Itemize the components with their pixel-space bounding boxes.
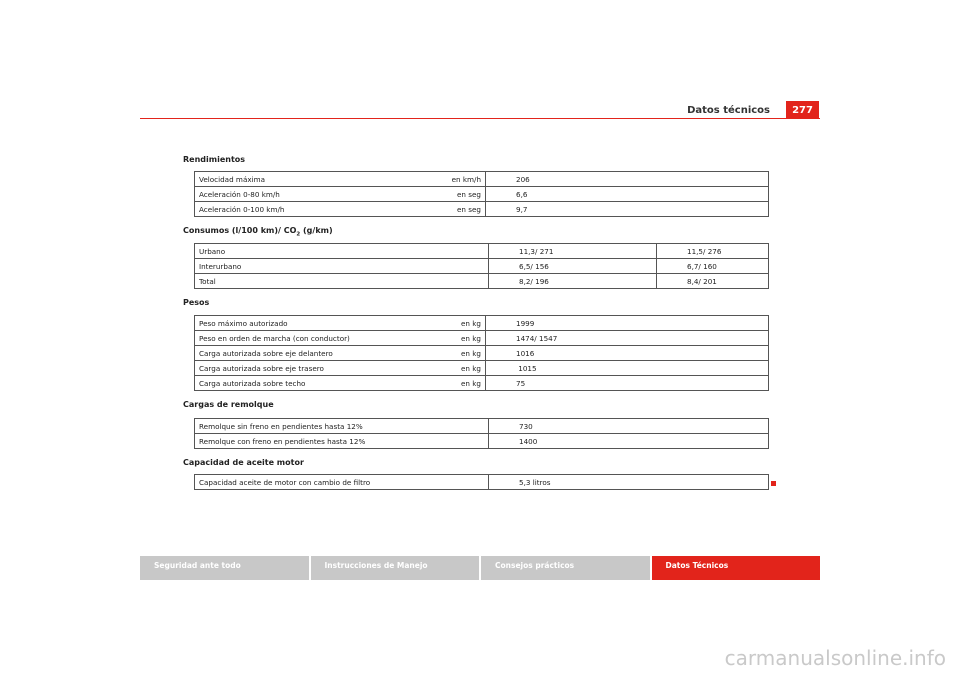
table-aceite [194,474,769,490]
row-value: 5,3 litros [519,477,551,487]
table-row [195,259,769,274]
table-remolque [194,418,769,449]
row-label: Velocidad máxima [199,174,265,184]
section-title-aceite: Capacidad de aceite motor [183,458,304,467]
row-value: 1400 [489,434,657,449]
consumos-title-main: Consumos (l/100 km)/ CO [183,226,297,235]
table-row [195,202,769,217]
row-value: 75 [486,376,654,391]
row-value-2: 6,7/ 160 [657,259,769,274]
table-row [195,361,769,376]
row-label: Remolque sin freno en pendientes hasta 12% [195,419,489,434]
row-label: Carga autorizada sobre techo [195,376,424,391]
row-unit: en kg [423,316,486,331]
row-label: Urbano [195,244,489,259]
row-label: Carga autorizada sobre eje delantero [195,346,424,361]
row-value: 1015 [486,361,654,376]
footer-nav [140,556,820,580]
row-value: 206 [516,174,530,184]
row-label: Aceleración 0-100 km/h [195,202,424,217]
section-title-consumos [183,226,333,238]
row-value-1: 11,3/ 271 [489,244,657,259]
row-value-1: 6,5/ 156 [489,259,657,274]
page-number: 277 [786,101,819,119]
footer-tab-datos-tecnicos[interactable]: Datos Técnicos [652,556,821,580]
table-row [195,172,769,187]
table-row [195,419,769,434]
footer-tab-instrucciones[interactable]: Instrucciones de Manejo [311,556,482,580]
row-value: 1474/ 1547 [486,331,654,346]
row-value: 6,6 [486,187,654,202]
row-value: 1999 [516,318,535,328]
header-title: Datos técnicos [687,105,770,116]
row-value-2: 8,4/ 201 [657,274,769,289]
row-unit: en seg [423,202,486,217]
row-unit: en kg [423,331,486,346]
table-row [195,244,769,259]
end-marker-square [771,481,776,486]
table-row [195,187,769,202]
consumos-title-unit: (g/km) [300,226,333,235]
footer-tab-seguridad[interactable]: Seguridad ante todo [140,556,311,580]
table-row [195,376,769,391]
row-label: Total [195,274,489,289]
row-label: Aceleración 0-80 km/h [195,187,424,202]
header-rule [140,118,820,119]
table-pesos [194,315,769,391]
table-row [195,316,769,331]
row-unit: en kg [423,361,486,376]
table-row [195,434,769,449]
row-label: Capacidad aceite de motor con cambio de filtro [195,475,489,490]
row-label: Peso en orden de marcha (con conductor) [195,331,424,346]
table-row [195,331,769,346]
row-label: Interurbano [195,259,489,274]
consumos-title-sub: 2 [296,231,301,238]
row-value-2: 11,5/ 276 [687,246,722,256]
watermark: carmanualsonline.info [724,646,946,670]
section-title-pesos: Pesos [183,298,210,307]
row-value: 9,7 [486,202,654,217]
table-row [195,274,769,289]
row-unit: en seg [423,187,486,202]
row-label: Remolque con freno en pendientes hasta 12% [195,434,489,449]
table-rendimientos [194,171,769,217]
section-title-rendimientos: Rendimientos [183,155,246,164]
row-label: Peso máximo autorizado [199,318,288,328]
footer-tab-consejos[interactable]: Consejos prácticos [481,556,652,580]
row-value: 1016 [486,346,654,361]
row-unit: en kg [423,376,486,391]
section-title-remolque: Cargas de remolque [183,400,274,409]
row-value: 730 [519,421,533,431]
row-unit: en kg [423,346,486,361]
table-row [195,475,769,490]
row-value-1: 8,2/ 196 [489,274,657,289]
table-consumos [194,243,769,289]
table-row [195,346,769,361]
row-label: Carga autorizada sobre eje trasero [195,361,424,376]
row-unit: en km/h [423,172,486,187]
